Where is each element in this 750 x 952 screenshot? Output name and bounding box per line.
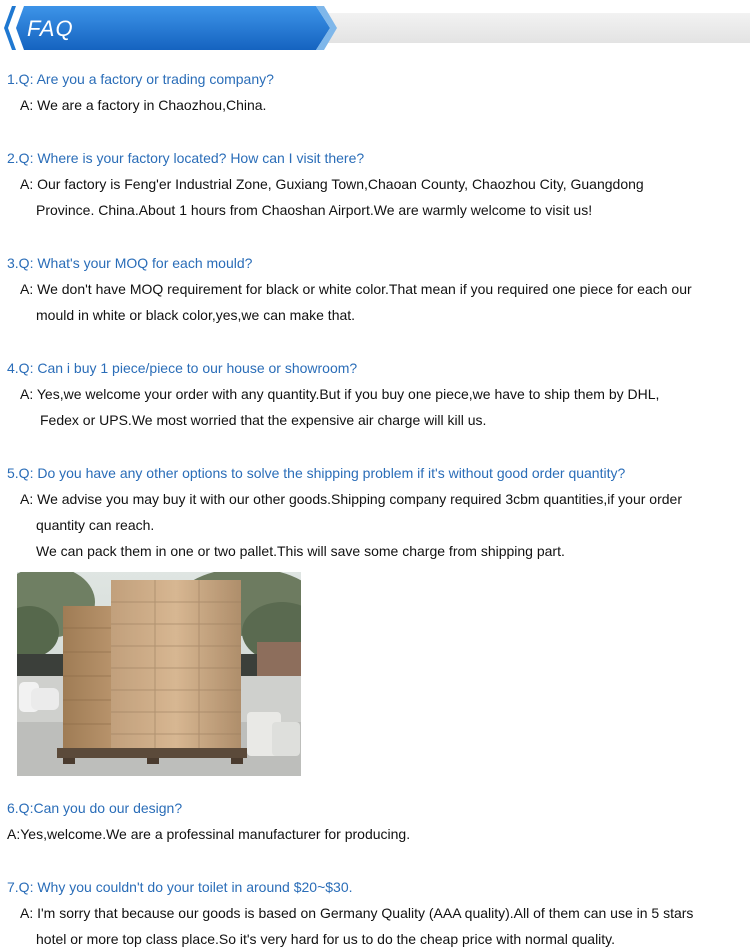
answer-3-line-2: mould in white or black color,yes,we can make that.	[36, 307, 356, 323]
page-title: FAQ	[27, 16, 74, 41]
answer-3-line-1: A: We don't have MOQ requirement for black or white color.That mean if you required one piece for each our	[20, 281, 692, 297]
answer-4-line-1: A: Yes,we welcome your order with any quantity.But if you buy one piece,we have to ship them by DHL,	[20, 386, 660, 402]
pallet-photo	[17, 572, 301, 776]
chevron-left-icon	[4, 6, 16, 50]
answer-7-line-2: hotel or more top class place.So it's very hard for us to do the cheap price with normal quality.	[36, 931, 616, 947]
answer-6-line-1: A:Yes,welcome.We are a professinal manufacturer for producing.	[7, 826, 411, 842]
question-5: 5.Q: Do you have any other options to solve the shipping problem if it's without good order quantity?	[7, 465, 626, 481]
answer-2-line-2: Province. China.About 1 hours from Chaoshan Airport.We are warmly welcome to visit us!	[36, 202, 593, 218]
banner-track	[300, 13, 750, 43]
answer-1-line-1: A: We are a factory in Chaozhou,China.	[20, 97, 267, 113]
answer-7-line-1: A: I'm sorry that because our goods is based on Germany Quality (AAA quality).All of them can use in 5 stars	[20, 905, 694, 921]
question-6: 6.Q:Can you do our design?	[7, 800, 183, 816]
answer-5-line-3: We can pack them in one or two pallet.This will save some charge from shipping part.	[36, 543, 565, 559]
faq-banner	[0, 6, 750, 50]
answer-5-line-1: A: We advise you may buy it with our other goods.Shipping company required 3cbm quantities,if your order	[20, 491, 682, 507]
answer-2-line-1: A: Our factory is Feng'er Industrial Zone, Guxiang Town,Chaoan County, Chaozhou City, Guangdong	[20, 176, 644, 192]
answer-4-line-2: Fedex or UPS.We most worried that the expensive air charge will kill us.	[40, 412, 487, 428]
question-3: 3.Q: What's your MOQ for each mould?	[7, 255, 253, 271]
question-7: 7.Q: Why you couldn't do your toilet in around $20~$30.	[7, 879, 353, 895]
answer-5-line-2: quantity can reach.	[36, 517, 155, 533]
question-2: 2.Q: Where is your factory located? How can I visit there?	[7, 150, 365, 166]
question-1: 1.Q: Are you a factory or trading company?	[7, 71, 274, 87]
question-4: 4.Q: Can i buy 1 piece/piece to our house or showroom?	[7, 360, 358, 376]
